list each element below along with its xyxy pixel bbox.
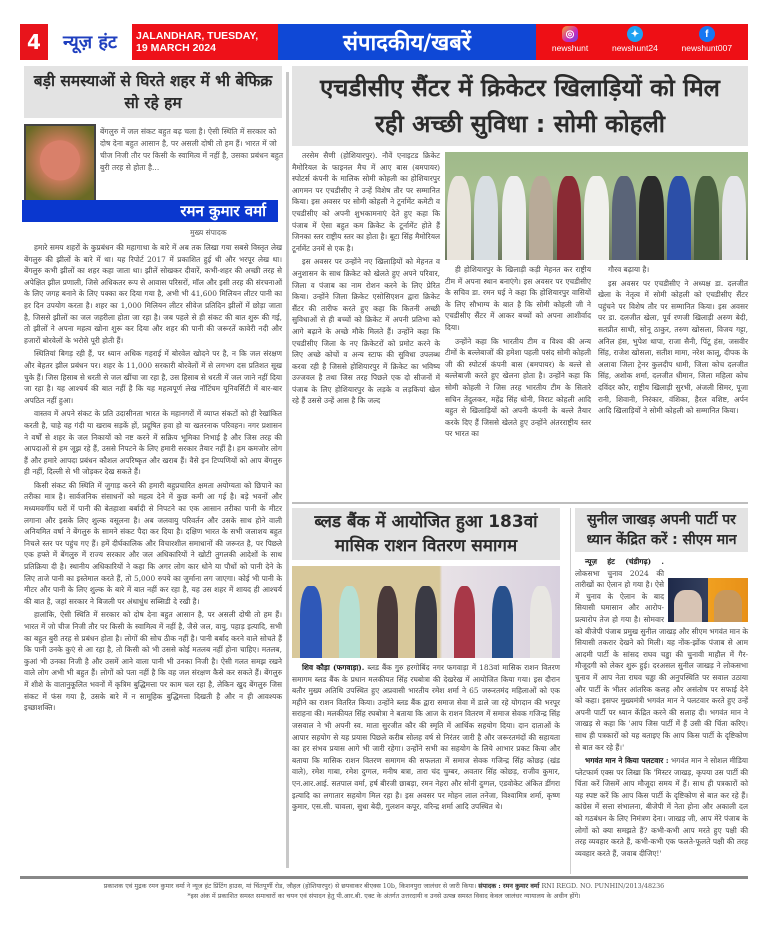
jakhar-text: लोकसभा चुनाव 2024 की तारीखों का ऐलान हो गया है। ऐसे में चुनाव के ऐलान के बाद सियासी घमासान और आरोप-प्रत्यारोप तेज हो गया है। सोमवार को बीजेपी पंजाब प्रमुख सुनील जाखड़ और सीएम भगवंत मान के सियासी तकरार देखने को मिली। यह नोंक-झोंक पंजाब से आम आदमी पार्टी के सांसद राघव चड्ढा की चुनावी माहौल में गैर-मौजूदगी को लेकर शुरू हुई। दरअसल सुनील जाखड़ ने लोकसभा चुनाव में आप नेता राघव चड्ढा की अनुपस्थिति पर सवाल उठाया और पार्टी के भीतर आंतरिक कलह और असंतोष पर सफाई देने को कहा। इसपर मुख्यमंत्री भगवंत मान ने पलटवार करते हुए उन्हें अपनी पार्टी पर ध्यान केंद्रित करने की सलाह दी। भगवंत मान ने जाखड़ से कहा कि 'आप जिस पार्टी में हैं उसी की चिंता करिए। साथ ही पत्रकारों को यह बताइए कि आप किस पार्टी के दृष्टिकोण से बात कर रहे हैं।'	[575, 568, 748, 752]
social-twitter[interactable]	[612, 26, 658, 60]
editorial-paragraph: हमारे समय शहरों के कुप्रबंधन की महागाथा के बारे में अब तक लिखा गया सबसे विस्तृत लेख बेंगलुरु की झीलों के बारे में था। यह रिपोर्ट 2017 में प्रकाशित हुई थी और भरपूर लेख था। बेंगलुरु कभी झीलों का शहर कहा जाता था। झीलें सोखकर दीवारें, कभी-शहर की अच्छी तरह से अपेक्षित झील प्रणाली, जिसे अधिकतर रूप से आवास परिसरों, मॉल और इसी तरह की संरचनाओं के लिए जगह बनाने के लिए पक्का कर दिया गया है, अभी भी 41,600 मिलियन लीटर पानी का हर दिन उपयोग करता है। शहर का 1,000 मिलियन लीटर सीवेज प्रतिदिन झीलों में छोड़ा जाता है, जिससे झीलों का जल जहरीला होता जा रहा है। जब पहले से ही संकट की बात शुरू की गई, तो झीलों ने अपना महत्व खोना शुरू कर दिया और शहर की पानी की जरूरतें कावेरी नदी और हजारों बोरवेलों के भरोसे पूरी होती हैं।	[24, 243, 282, 345]
jakhar-mann-photo	[668, 578, 748, 622]
instagram-icon: ◎	[562, 26, 578, 42]
section-divider	[292, 502, 748, 504]
cricket-col-1	[292, 150, 440, 494]
social-links	[536, 24, 748, 60]
cricket-story	[292, 150, 748, 498]
cricket-paragraph: गौरव बढ़ाया है।	[608, 265, 650, 274]
social-facebook[interactable]	[682, 26, 733, 60]
blood-bank-story	[292, 508, 560, 874]
author-title: मुख्य संपादक	[190, 228, 227, 237]
dateline-city-day: JALANDHAR, TUESDAY,	[136, 30, 259, 42]
cricket-paragraph: ही होशियारपुर के खिलाड़ी कड़ी मेहनत कर राष्ट्रीय टीम में अपना स्थान बनाएंगे। इस अवसर पर एचडीसीए के सचिव डा. रमन घई ने कहा कि होशियारपुर वासियों के लिए सौभाग्य के बात है कि सोमी कोहली जी ने एचडीसीए सैंटर में आकर बच्चों को अपना आशीर्वाद दिया।	[445, 265, 591, 332]
cricket-paragraph: इस अवसर पर एचडीसीए ने अध्यक्ष डा. दलजीत खेला के नेतृत्व में सोमी कोहली को एचडीसीए सैंटर पहुंचने पर विशेष तौर पर सम्मानित किया। इस अवसर पर डा. दलजीत खेला, पूर्व रणजी खिलाड़ी अरुण बेदी, सतप्रीत साथी, सोनू ठाकुर, तरुण खोसला, विजय गट्टा, अनिल हंस, भुपेश थापा, राजा सैनी, पिंटू हंस, जसवीर सिंह, राजेश खोसला, सतीश मामा, नरेश कालू, दीपक के अलावा जिला ट्रेनर कुलदीप धामी, जिला कोच दलजीत सिंह, अशोक शर्मा, दलजीत धीमान, जिला महिला कोच दविंदर कौर, राष्ट्रीय खिलाड़ी सुरभी, अंजली सिमर, पूजा रानी, शिवानी, निरंकार, वंशिका, हैरल वशिष्ट, अर्पन आदि खिलाड़ियों ने सोमी कोहली को सम्मानित किया।	[598, 278, 748, 416]
editorial-body	[20, 242, 286, 918]
jakhar-dateline: न्यूज़ हंट (चंडीगढ़) .	[585, 557, 664, 566]
imprint-editor: संपादक : रमन कुमार वर्मा	[478, 882, 540, 890]
editorial-teaser: बेंगलुरु में जल संकट बहुत बढ़ चला है। ऐसी स्थिति में सरकार को दोष देना बहुत आसान है, पर असली दोषी तो हम हैं। भारत में जो चीज निजी तौर पर किसी के स्वामित्व में नहीं है, उसका प्रबंधन बहुत बुरी तरह से होता है...	[100, 127, 284, 172]
cricket-group-photo	[445, 152, 748, 260]
blood-bank-body	[292, 662, 560, 908]
author-name: रमन कुमार वर्मा	[22, 200, 278, 222]
imprint-line-2: *इस अंक में प्रकाशित समस्त समाचारों का चयन एवं संपादन हेतु पी.आर.बी. एक्ट के अंतर्गत उत्तरदायी व उनसे उत्पन्न समस्त विवाद केवल जालंधर न्यायालय के अधीन होंगे।	[187, 891, 581, 900]
editorial-paragraph: किसी संकट की स्थिति में जुगाड़ करने की हमारी बहुप्रचारित क्षमता अयोग्यता को छिपाने का तरीका मात्र है। सार्वजनिक संसाधनों को महत्व देने में कुछ कमी आ गई है। बड़े भवनों और मध्यमवर्गीय घरों में पानी की बेतहाशा बर्बादी से निपटने का एक आसान तरीका पानी के मीटर लगाना और इसके लिए शुल्क वसूलना है। अब जलवायु परिवर्तन और उसके साथ होने वाली अनियमित वर्षा ने बेंगलुरु के सामने संकट पैदा कर दिया है। दक्षिण भारत के सभी जलाशय बहुत निचले स्तर पर पहुंच गए हैं। हमें दीर्घकालिक और विचारशील समाधानों की जरूरत है, पर पिछले एक हफ्ते में बेंगलुरु में राज्य सरकार और जल अधिकारियों ने खोटी तुगलकी आदेशों के साथ प्रतिक्रिया दी है। स्थानीय अधिकारियों ने कहा कि अगर लोग कार धोने या पौधों को पानी देने के लिए ताजे पानी का इस्तेमाल करते हैं, तो 5,000 रुपये का जुर्माना लग जाएगा। कोई भी पानी के मीटर और पानी के लिए शुल्क के बारे में बात नहीं कर रहा है, यह उस शहर में शायद ही आश्चर्य की बात है, जहां सरकार ने बिजली पर अंधाधुंध सब्सिडी दे रखी है।	[24, 480, 282, 606]
jakhar-sub-text: भगवंत मान ने सोशल मीडिया प्लेटफार्म एक्स पर लिखा कि 'मिस्टर जाखड़, कृपया उस पार्टी की चिंता करें जिसमें आप मौजूदा समय में हैं। साथ ही पत्रकारों को यह स्पष्ट करें कि आप किस पार्टी के दृष्टिकोण से बात कर रहे हैं। कांग्रेस में सत्ता संभालना, बीजेपी में नेता होना और अकाली दल को गठबंधन के लिए निमंत्रण देना। जाखड़ जी, आप मेरे पंजाब के लोगों को क्या समझते हैं? कभी-कभी आप मरते हुए पक्षी की तरह व्यवहार करते हैं, कभी-कभी एक फलते-फूलते पक्षी की तरह व्यवहार करते हैं, जवाब दीजिए!'	[575, 756, 748, 858]
cricket-col-2	[445, 264, 591, 494]
newspaper-logo: न्यूज़ हंट	[62, 32, 117, 53]
imprint-publisher: प्रकाशक एवं मुद्रक रमन कुमार वर्मा ने न्यूज हंट प्रिंटिंग हाउस, मां चिंतपूर्णी रोड, जौहल (होशियारपुर) से छपवाकर बीएक्स 10b, किशनपुरा जालंधर से जारी किया।	[103, 882, 477, 890]
photo-people	[292, 580, 560, 658]
cricket-col-3	[598, 264, 748, 494]
instagram-handle: newshunt	[551, 43, 589, 53]
author-box	[20, 124, 286, 242]
editorial-paragraph: हालांकि, ऐसी स्थिति में सरकार को दोष देना बहुत आसान है, पर असली दोषी तो हम हैं। भारत में जो चीज निजी तौर पर किसी के स्वामित्व में नहीं है, जैसे जल, वायु, पहाड़ इत्यादि, सभी का बहुत बुरी तरह से प्रबंधन होता है। लोगों की सोच ठीक नहीं है। पानी बर्बाद करने वाले सोचते हैं कि पानी उनके कुएं से आ रहा है, तो किसी को भी उससे कोई मतलब नहीं होना चाहिए। मतलब, कुआं भी उनका निजी है और उसमें आने वाला पानी भी उनका निजी है। ऐसी गलत समझ रखने वाले लोग अभी भी बहुत हैं। लोगों को पता नहीं है कि वह जल संरक्षण कैसे कर सकते हैं। बेंगलुरु में शीशे के वातानुकूलित भवनों में कृत्रिम बुद्धिमत्ता पर काम चल रहा है, लेकिन खुद बेंगलुरु जिस संकट में फंस गया है, उसके बारे में न सामूहिक बुद्धिमत्ता दिखती है और न ही आवश्यक इच्छाशक्ति।	[24, 610, 282, 713]
imprint-line-1	[20, 882, 748, 892]
imprint-footer	[20, 876, 748, 901]
editorial-paragraph: स्थितियां बिगड़ रही हैं, पर ध्यान अधिक गहराई में बोरवेल खोदने पर है, न कि जल संरक्षण और बेहतर झील प्रबंधन पर। शहर के 11,000 सरकारी बोरवेलों में से लगभग दस प्रतिशत सूख चुके हैं। जिस हिसाब से धरती से जल खींचा जा रहा है, उस हिसाब से धरती में जल जाने नहीं दिया जा रहा है। यह आश्चर्य की बात नहीं है कि यह महत्वपूर्ण लेख नॉटिंघम यूनिवर्सिटी में बार-बार अपठित नहीं हुआ।	[24, 349, 282, 405]
cricket-paragraph: इस अवसर पर उन्होंने नए खिलाड़ियों को मेहनत व अनुशासन के साथ क्रिकेट को खेलते हुए अपने परिवार, जिला व पंजाब का नाम रोशन करने के लिए प्रेरित किया। उन्होंने जिला क्रिकेट एसोसिएशन द्वारा क्रिकेट सैंटर की तारीफ करते हुए कहा कि कितनी अच्छी सुविधाओं से ही बच्चों को क्रिकेट में अपनी प्रतिभा को आगे बढ़ाने के अच्छे मौके मिलते हैं। उन्होंने कहा कि एचडीसीए जिला के नए क्रिकेटरों को प्रमोट करने के लिए अच्छे कोचों व अन्य स्टाफ की सुविधा उपलब्ध करवा रही है जिससे होशियारपुर में क्रिकेट का भविष्य उज्जवल है तथा जिस तरह पिछले एक दो सीजनों में पंजाब के लिए होशियारपुर के लड़के व लड़कियां खेल रहे हैं उससे उन्हें आस है कि जल्द	[292, 257, 440, 406]
editorial-paragraph: वास्तव में अपने संकट के प्रति उदासीनता भारत के महानगरों में व्याप्त संकटों को ही रेखांकित करती है, चाहे वह गंदी या खराब सड़कें हों, प्रदूषित हवा हो या खतरनाक परिवहन। नगर प्रशासन ने वर्षों से शहर के जल निकायों को नष्ट करने में सक्रिय भूमिका निभाई है और जिस तरह की आपदाओं से हम जूझ रहे हैं, उससे निपटने के लिए हमारी सरकार तैयार नहीं है। हम कमजोर लोग हैं और हमारे आपदा प्रबंधन कौशल अपरिष्कृत और खराब हैं। वैसे इन टिप्पणियों को आप बेंगलुरु ही नहीं, दिल्ली से भी जोड़कर देख सकते हैं।	[24, 409, 282, 477]
blood-bank-text: ब्लड बैंक गुरु हरगोबिंद नगर फगवाड़ा में 183वां मासिक राशन वितरण समागम ब्लड बैंक के प्रधान मलकीयत सिंह रघबोत्रा की देखरेख में आयोजित किया गया। इस दौरान बतौर मुख्य अतिथि उपस्थित हुए अप्रवासी भारतीय रमेश शर्मा ने 65 जरूरतमंद महिलाओं को एक महीने का राशन वितरित किया। उन्होंने ब्लड बैंक द्वारा समाज सेवा में डाले जा रहे योगदान की भरपूर सराहना की। मलकीयत सिंह रघबोत्रा ने बताया कि आज के राशन वितरण में समाज सेवक गजिन्द्र सिंह जसवाल ने भी अपनी स्व. माता सुरजीत कौर की स्मृति में आर्थिक सहयोग दिया। दान दाताओं के आपार सहयोग से यह प्रयास पिछले करीब सोलह वर्ष से निरंतर जारी है और जरूरतमंदों की सहायता का हर संभव प्रयास आगे भी जारी रहेगा। उन्होंने सभी का सहयोग के लिये आभार प्रकट किया और बताया कि मासिक राशन वितरण समागम की सफलता में समाज सेवक गजिन्द्र सिंह कोछड़ (खंड वाले), रमेश गाबा, रमेश दुग्गल, मनीष बत्रा, तारा चंद चुम्बर, अवतार सिंह कोछड़, राजीव कुमार, एन.आर.आई. सतपाल वर्मा, हर्ष बीरजी छाबड़ा, रमन नेहरा और सोनी दुग्गल, एडवोकेट अंकित डींगरा इत्यादि का लगातार सहयोग मिल रहा है। इस अवसर पर मोहन लाल तनेजा, विश्वामित्र शर्मा, कृष्ण कुमार, एस.सी. चावला, सुधा बेदी, गुलशन कपूर, वरिन्द्र शर्मा आदि उपस्थित थे।	[292, 663, 560, 812]
ration-distribution-photo	[292, 566, 560, 658]
photo-faces	[668, 587, 748, 622]
jakhar-subhead: भगवंत मान ने किया पलटवार :	[585, 756, 669, 766]
dateline-date: 19 MARCH 2024	[136, 42, 216, 54]
jakhar-story	[570, 508, 748, 874]
cricket-paragraph: तरसेम सैणी (होशियारपुर). नौवें एनाइटड क्रिकेट मैमोरियल के फाइनल मैच में आए बास (बमपायर) स्पोटर्स कंपनी के मालिक सोमी कोहली का होशियारपुर आगमन पर एचडीसीए ने उन्हें विशेष तौर पर सम्मानित किया। इस अवसर पर सोमी कोहली ने टूर्नामेंट कमेटी व एचडीसीए को अपनी शुभकामनाएं देते हुए कहा कि पंजाब में ऐसा बहुत कम क्रिकेट के टूर्नामेंट होते हैं जिनका स्तर राष्ट्रीय स्तर का होता है। बूटा सिंह मैमोरियल टूर्नामेंट उनमें से एक है।	[292, 151, 440, 253]
twitter-handle: newshunt24	[611, 43, 658, 53]
twitter-icon: ✦	[627, 26, 643, 42]
jakhar-headline: सुनील जाखड़ अपनी पार्टी पर ध्यान केंद्रित करें : सीएम मान	[575, 508, 748, 552]
blood-bank-dateline: शिव कौड़ा (फगवाड़ा).	[302, 663, 365, 672]
cricket-headline: एचडीसीए सैंटर में क्रिकेटर खिलाड़ियों को मिल रही अच्छी सुविधा : सोमी कोहली	[292, 66, 748, 146]
editorial-column	[20, 66, 286, 874]
page-number: 4	[20, 24, 48, 60]
section-title: संपादकीय/खबरें	[278, 24, 536, 60]
column-divider	[286, 72, 289, 868]
facebook-icon: f	[699, 26, 715, 42]
photo-people	[445, 168, 748, 260]
news-area	[292, 66, 748, 874]
imprint-rni: RNI REGD. NO. PUNHIN/2013/48236	[541, 882, 665, 890]
facebook-handle: newshunt007	[681, 43, 733, 53]
blood-bank-headline: ब्लड बैंक में आयोजित हुआ 183वां मासिक राशन वितरण समागम	[292, 508, 560, 560]
editorial-headline: बड़ी समस्याओं से घिरते शहर में भी बेफिक्र सो रहे हम	[24, 66, 282, 118]
social-instagram[interactable]	[552, 26, 588, 60]
cricket-paragraph: उन्होंने कहा कि भारतीय टीम व विश्व की अन्य टीमों के बल्लेबाजों की हमेशा पहली पसंद सोमी कोहली जी की स्पोटर्स कंपनी बास (बमपायर) के बल्ले से बल्लेबाजी करते हुए खेलना होता है। उन्होंने कहा कि सोमी कोहली ने जिस तरह भारतीय टीम के सितारे सचिन तेंदुलकर, महेंद्र सिंह धोनी, विराट कोहली आदि बहुत से खिलाड़ियों को अपनी कंपनी के बल्ले तैयार करके दिए हैं जिससे खेलते हुए उन्होंने अंतरराष्ट्रीय स्तर पर भारत का	[445, 336, 591, 439]
